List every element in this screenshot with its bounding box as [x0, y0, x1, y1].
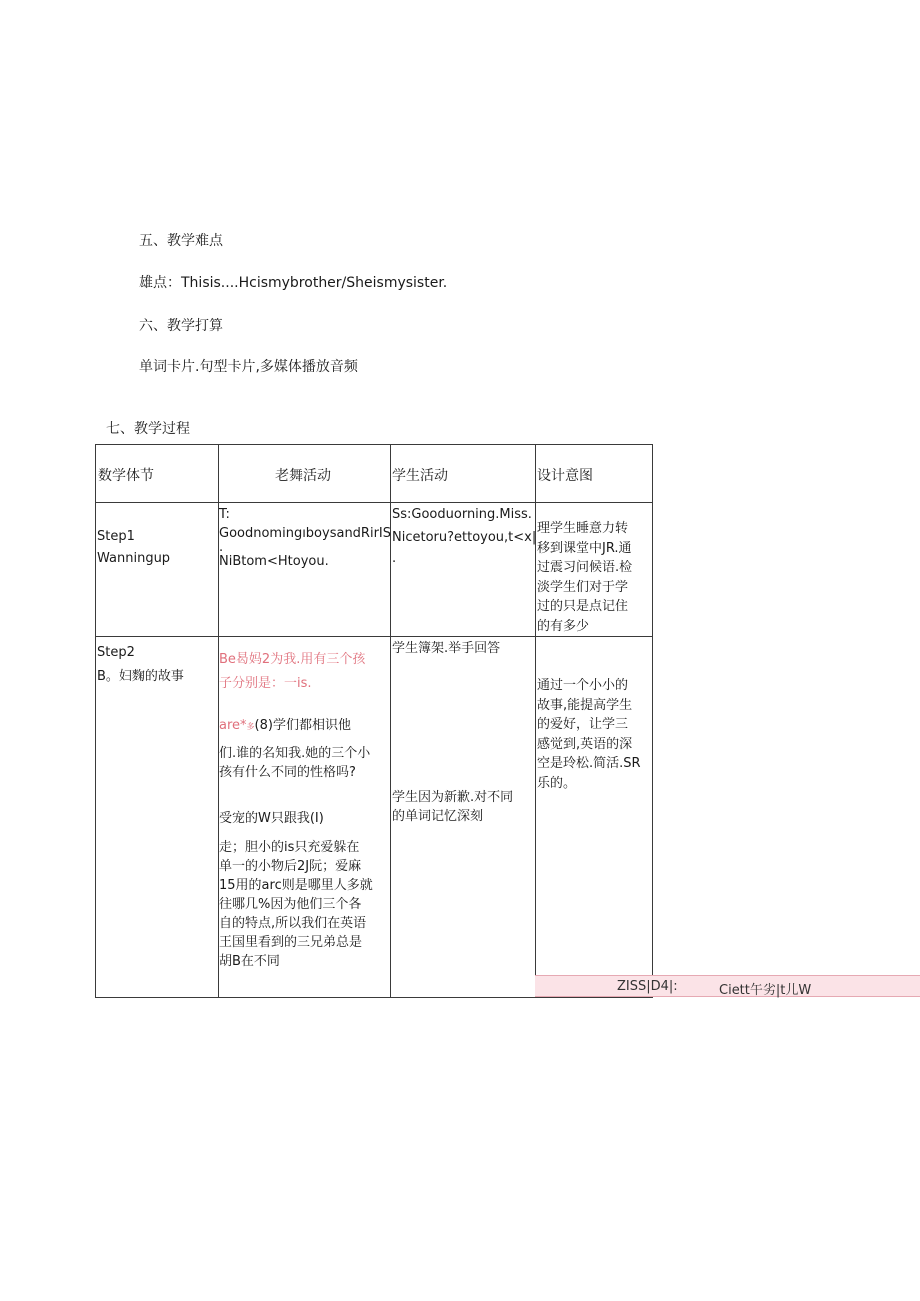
section6-heading: 六、教学打算	[139, 318, 223, 334]
header-section: 数学体节	[98, 468, 154, 484]
footer-left: ZISS|D4|:	[617, 979, 678, 994]
row2-teacher-3: 走；胆小的is只充爱躲在 单一的小物后2J阮；爱麻 15用的arc则是哪里人多就 往哪几%因为他们三个各 自的特点,所以我们在英语 王国里看到的三兄弟总是 胡B在不同	[219, 840, 373, 969]
footer-band	[535, 975, 920, 997]
row2-teacher-mixed: are*多(8)学们都相识他	[219, 718, 351, 733]
row2-step: Step2 B。妇麴的故事	[97, 645, 184, 684]
row1-step: Step1 Wanningup	[97, 529, 171, 566]
row1-student: Ss:Gooduorning.Miss. Nicetoru?ettoyou,t<x| .	[392, 507, 537, 566]
row1-teacher: T: GoodnomingıboysandRirIS . NiBtom<Htoyou.	[219, 507, 392, 569]
row2-teacher-pink: Be曷妈2为我.用有三个孩 子分别是：一is.	[219, 652, 366, 691]
row1-intent: 理学生睡意力转 移到课堂中JR.通 过震习问候语.检 淡学生们对于学 过的只是点记住 的有多少	[537, 521, 633, 634]
row2-intent: 通过一个小小的 故事,能提高学生 的爱好，让学三 感觉到,英语的深 空是玲松.简活.SR 乐的。	[537, 678, 641, 791]
header-teacher: 老舞活动	[275, 468, 331, 484]
section5-heading: 五、教学难点	[139, 233, 223, 249]
row2-teacher-2: 受宠的W只跟我(I)	[219, 811, 324, 826]
footer-right: Ciett午劣|t儿W	[719, 983, 812, 998]
teaching-process-table	[95, 444, 653, 998]
row2-teacher: 们.谁的名知我.她的三个小 孩有什么不同的性格吗?	[219, 746, 371, 780]
row2-student-2: 学生因为新歉.对不同 的单词记忆深刻	[392, 790, 514, 824]
row2-student-1: 学生簿架.举手回答	[392, 641, 501, 656]
section7-heading: 七、教学过程	[106, 421, 190, 437]
header-intent: 设计意图	[537, 468, 593, 484]
section6-text: 单词卡片.句型卡片,多媒体播放音频	[139, 359, 358, 375]
section5-text: 雄点：Thisis....Hcismybrother/Sheismysister.	[139, 275, 448, 291]
header-student: 学生活动	[392, 468, 448, 484]
